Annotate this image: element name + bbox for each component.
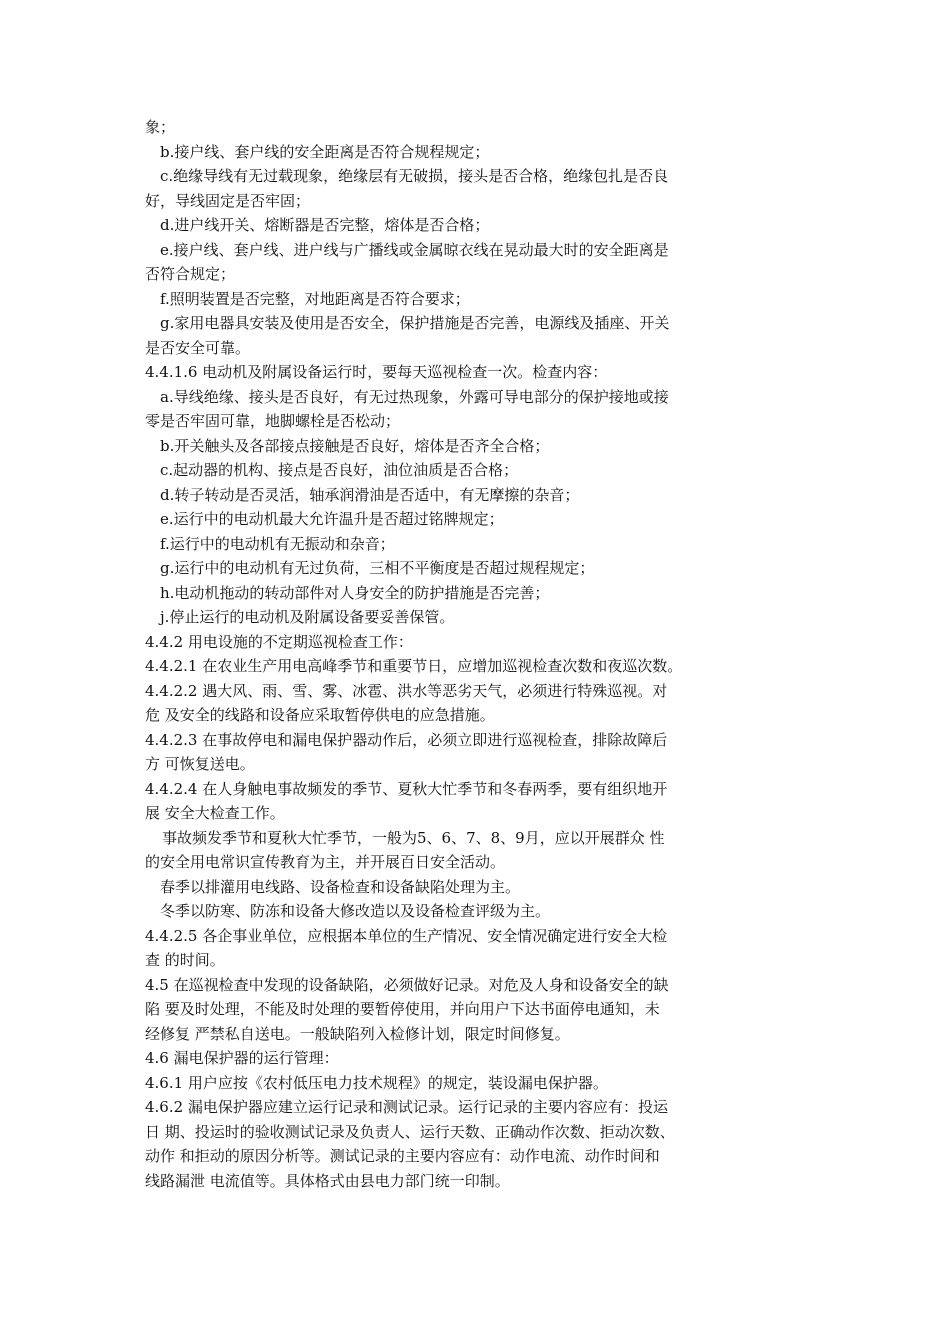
text-line: 否符合规定；	[145, 265, 236, 283]
text-line: f.运行中的电动机有无振动和杂音；	[160, 534, 395, 553]
text-line: f.照明装置是否完整，对地距离是否符合要求；	[160, 289, 470, 308]
section-heading: 4.4.2 用电设施的不定期巡视检查工作：	[145, 632, 413, 651]
text-line: d.进户线开关、熔断器是否完整，熔体是否合格；	[160, 216, 490, 234]
text-line: d.转子转动是否灵活，轴承润滑油是否适中，有无摩擦的杂音；	[160, 485, 580, 504]
text-line: c.起动器的机构、接点是否良好，油位油质是否合格；	[160, 461, 519, 479]
text-line: c.绝缘导线有无过载现象，绝缘层有无破损，接头是否合格，绝缘包扎是否良	[160, 167, 669, 185]
text-line: 4.4.2.3 在事故停电和漏电保护器动作后，必须立即进行巡视检查，排除故障后	[145, 730, 668, 749]
text-line: 4.4.2.5 各企事业单位，应根据本单位的生产情况、安全情况确定进行安全大检	[145, 926, 668, 945]
text-line: 事故频发季节和夏秋大忙季节，一般为5、6、7、8、9月，应以开展群众 性	[162, 828, 665, 847]
text-line: 查 的时间。	[145, 951, 225, 969]
text-line: e.接户线、套户线、进户线与广播线或金属晾衣线在晃动最大时的安全距离是	[160, 240, 669, 259]
text-line: a.导线绝缘、接头是否良好，有无过热现象，外露可导电部分的保护接地或接	[160, 387, 669, 406]
section-heading: 4.4.1.6 电动机及附属设备运行时，要每天巡视检查一次。检查内容：	[145, 363, 608, 381]
text-line: 是否安全可靠。	[145, 338, 251, 357]
text-line: e.运行中的电动机最大允许温升是否超过铭牌规定；	[160, 510, 504, 528]
text-line: 4.5 在巡视检查中发现的设备缺陷，必须做好记录。对危及人身和设备安全的缺	[145, 975, 669, 994]
text-line: 危 及安全的线路和设备应采取暂停供电的应急措施。	[145, 706, 495, 724]
text-line: 4.6.1 用户应按《农村低压电力技术规程》的规定，装设漏电保护器。	[145, 1073, 608, 1092]
text-line: 冬季以防寒、防冻和设备大修改造以及设备检查评级为主。	[160, 902, 551, 920]
text-line: 零是否牢固可靠，地脚螺栓是否松动；	[145, 412, 401, 430]
text-line: 展 安全大检查工作。	[145, 804, 285, 822]
text-line: h.电动机拖动的转动部件对人身安全的防护措施是否完善；	[160, 583, 550, 602]
text-line: 4.4.2.4 在人身触电事故频发的季节、夏秋大忙季节和冬春两季，要有组织地开	[145, 779, 668, 798]
text-line: 春季以排灌用电线路、设备检查和设备缺陷处理为主。	[160, 877, 521, 896]
text-line: 动作 和拒动的原因分析等。测试记录的主要内容应有：动作电流、动作时间和	[145, 1147, 660, 1165]
text-line: j.停止运行的电动机及附属设备要妥善保管。	[160, 608, 455, 626]
text-line: g.运行中的电动机有无过负荷，三相不平衡度是否超过规程规定；	[160, 559, 595, 577]
text-line: 象；	[145, 118, 176, 136]
text-line: 4.6.2 漏电保护器应建立运行记录和测试记录。运行记录的主要内容应有：投运	[145, 1098, 668, 1116]
document-body	[145, 115, 725, 1193]
text-line: 日 期、投运时的验收测试记录及负责人、运行天数、正确动作次数、拒动次数、	[145, 1122, 675, 1141]
text-line: b.接户线、套户线的安全距离是否符合规程规定；	[160, 142, 490, 161]
text-line: 的安全用电常识宣传教育为主，并开展百日安全活动。	[145, 853, 506, 871]
text-line: g.家用电器具安装及使用是否安全，保护措施是否完善，电源线及插座、开关	[160, 314, 670, 332]
text-line: 线路漏泄 电流值等。具体格式由县电力部门统一印制。	[145, 1171, 510, 1190]
text-line: 4.4.2.2 遇大风、雨、雪、雾、冰雹、洪水等恶劣天气，必须进行特殊巡视。对	[145, 681, 668, 700]
text-line: 经修复 严禁私自送电。一般缺陷列入检修计划，限定时间修复。	[145, 1024, 570, 1043]
text-line: 陷 要及时处理，不能及时处理的要暂停使用，并向用户下达书面停电通知，未	[145, 1000, 660, 1018]
text-line: 好，导线固定是否牢固；	[145, 191, 311, 210]
text-line: 方 可恢复送电。	[145, 755, 255, 773]
text-line: b.开关触头及各部接点接触是否良好，熔体是否齐全合格；	[160, 436, 550, 455]
text-line: 4.4.2.1 在农业生产用电高峰季节和重要节日，应增加巡视检查次数和夜巡次数。	[145, 657, 683, 675]
section-heading: 4.6 漏电保护器的运行管理：	[145, 1049, 339, 1067]
